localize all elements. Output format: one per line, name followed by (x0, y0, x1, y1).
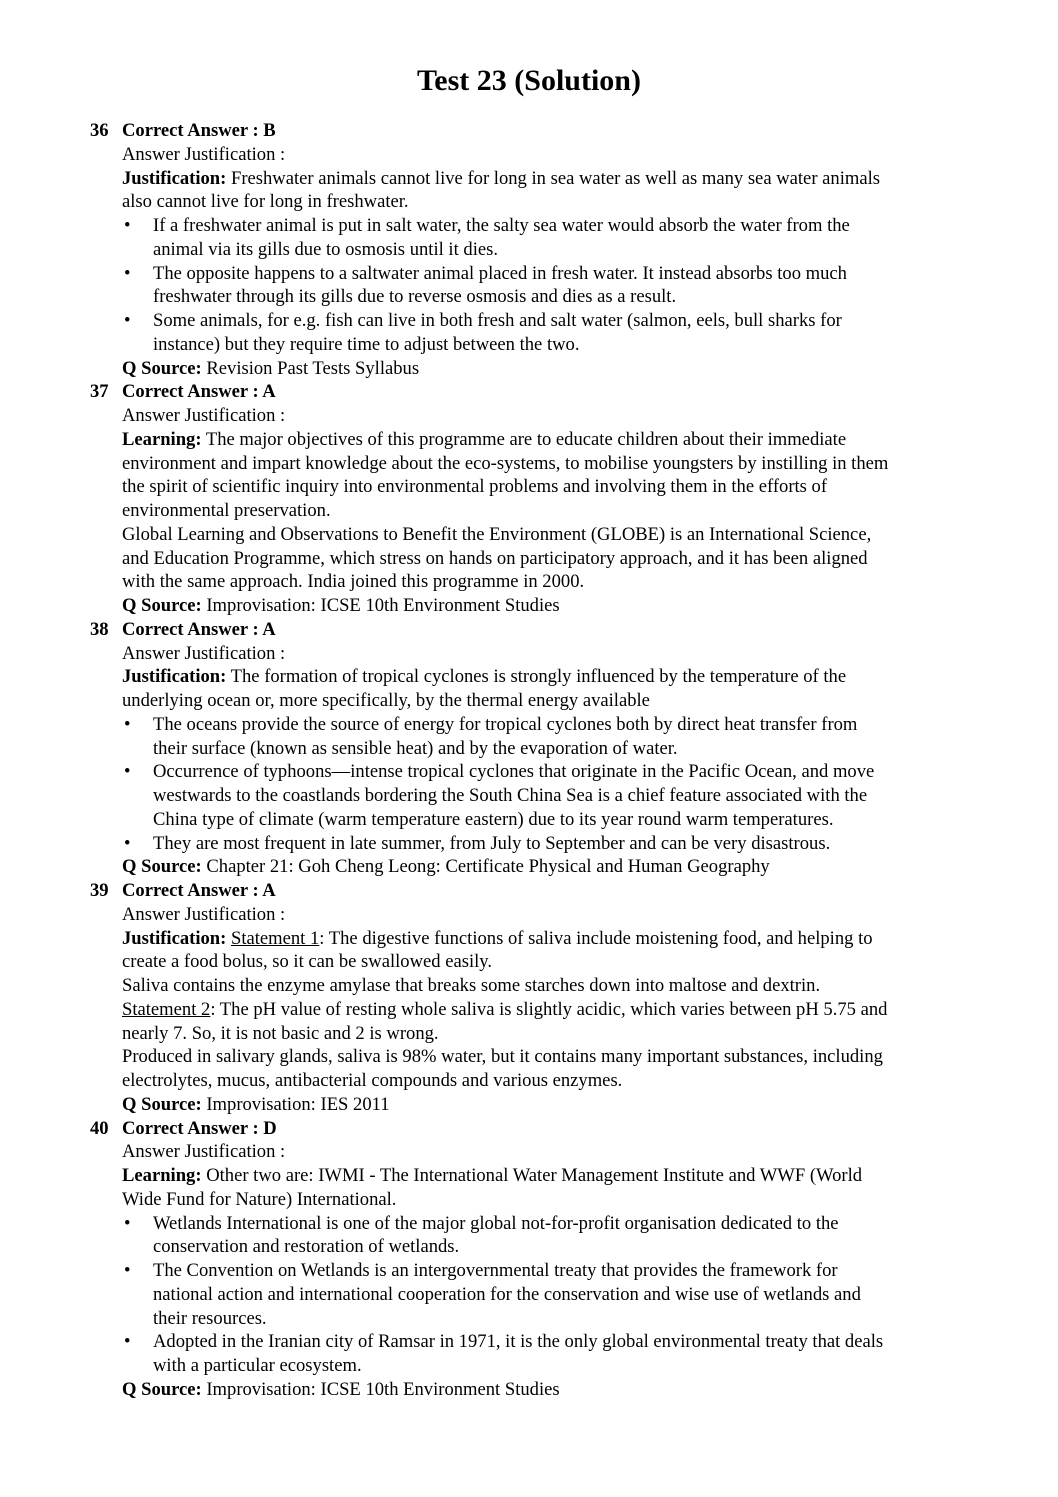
question-38 (90, 618, 990, 879)
paragraph (122, 1164, 990, 1212)
label: Justification: (122, 927, 227, 949)
text: Wetlands International is one of the major global not-for-profit organisation dedicated to the conservation and restoration of wetlands. (153, 1212, 839, 1258)
paragraph (122, 1378, 990, 1402)
paragraph (122, 167, 990, 215)
text: Chapter 21: Goh Cheng Leong: Certificate Physical and Human Geography (201, 856, 770, 878)
text: The Convention on Wetlands is an intergovernmental treaty that provides the framework for national action and international cooperation for the conservation and wise use of wetlands and their resources. (153, 1260, 861, 1329)
text: : The digestive functions of saliva include moistening food, and helping to create a food bolus, so it can be swallowed easily. (122, 927, 873, 973)
bullet-item (122, 1259, 990, 1330)
label: Q Source: (122, 595, 202, 616)
label: Q Source: (122, 856, 202, 878)
text: Other two are: IWMI - The International Water Management Institute and WWF (World Wide Fund for Nature) International. (122, 1165, 863, 1210)
text: If a freshwater animal is put in salt water, the salty sea water would absorb the water from the animal via its gills due to osmosis until it dies. (153, 215, 850, 260)
answer-justification-heading: Answer Justification : (122, 143, 286, 165)
text: Improvisation: ICSE 10th Environment Studies (201, 595, 560, 616)
answer-justification-heading: Answer Justification : (122, 903, 286, 925)
paragraph (122, 665, 990, 713)
text: Some animals, for e.g. fish can live in both fresh and salt water (salmon, eels, bull sharks for instance) but they require time to adjust between the two. (153, 310, 842, 355)
question-number: 40 (90, 1117, 109, 1139)
paragraph (122, 1045, 990, 1093)
text: : The pH value of resting whole saliva is slightly acidic, which varies between pH 5.75 and nearly 7. So, it is not basic and 2 is wrong. (122, 998, 888, 1044)
text: Occurrence of typhoons—intense tropical cyclones that originate in the Pacific Ocean, and move westwards to the coastlands bordering the South China Sea is a chief feature associated with the China type of climate (warm temperature eastern) due to its year round warm temperatures. (153, 761, 875, 830)
text: Produced in salivary glands, saliva is 98% water, but it contains many important substances, including electrolytes, mucus, antibacterial compounds and various enzymes. (122, 1046, 883, 1091)
bullet-icon: • (124, 832, 131, 854)
paragraph (122, 974, 990, 998)
bullet-item (122, 760, 990, 831)
correct-answer: Correct Answer : B (122, 120, 276, 141)
text: They are most frequent in late summer, from July to September and can be very disastrous. (153, 832, 831, 854)
correct-answer: Correct Answer : A (122, 880, 276, 901)
text: Improvisation: ICSE 10th Environment Studies (201, 1378, 560, 1400)
paragraph (122, 998, 990, 1046)
bullet-item (122, 1212, 990, 1260)
text: Saliva contains the enzyme amylase that breaks some starches down into maltose and dextrin. (122, 975, 821, 996)
question-39 (90, 879, 990, 1117)
paragraph (122, 428, 990, 523)
question-number: 38 (90, 618, 109, 640)
text: The opposite happens to a saltwater animal placed in fresh water. It instead absorbs too much freshwater through its gills due to reverse osmosis and dies as a result. (153, 262, 847, 308)
paragraph (122, 594, 990, 618)
correct-answer: Correct Answer : A (122, 381, 276, 403)
solutions-list (90, 119, 990, 1402)
paragraph (122, 855, 990, 879)
question-40 (90, 1117, 990, 1402)
paragraph (122, 523, 990, 594)
bullet-icon: • (124, 1331, 131, 1353)
label: Learning: (122, 428, 202, 450)
text: The major objectives of this programme are to educate children about their immediate environment and impart knowledge about the eco-systems, to mobilise youngsters by instilling in them the spirit of scientific inquiry into environmental problems and involving them in the efforts of environmental preservation. (122, 428, 889, 521)
answer-justification-heading: Answer Justification : (122, 405, 286, 426)
paragraph (122, 1093, 990, 1117)
bullet-icon: • (124, 761, 131, 783)
label: Q Source: (122, 1378, 202, 1400)
question-36 (90, 119, 990, 380)
bullet-icon: • (124, 1260, 131, 1281)
text: Freshwater animals cannot live for long in sea water as well as many sea water animals also cannot live for long in freshwater. (122, 167, 880, 213)
bullet-item (122, 1330, 990, 1378)
bullet-icon: • (124, 713, 131, 735)
bullet-icon: • (124, 262, 131, 284)
text: Improvisation: IES 2011 (201, 1093, 390, 1115)
correct-answer: Correct Answer : A (122, 618, 276, 640)
text: Adopted in the Iranian city of Ramsar in 1971, it is the only global environmental treaty that deals with a particular ecosystem. (153, 1331, 884, 1376)
text: Revision Past Tests Syllabus (201, 357, 420, 379)
paragraph (122, 927, 990, 975)
bullet-icon: • (124, 1212, 131, 1234)
text: The oceans provide the source of energy for tropical cyclones both by direct heat transfer from their surface (known as sensible heat) and by the evaporation of water. (153, 713, 858, 759)
question-number: 37 (90, 381, 109, 403)
text: Global Learning and Observations to Benefit the Environment (GLOBE) is an International Science, and Education Programme, which stress on hands on participatory approach, and it has been aligned with the same approach. India joined this programme in 2000. (122, 523, 872, 593)
page-title: Test 23 (Solution) (417, 64, 641, 97)
bullet-item (122, 832, 990, 856)
label: Justification: (122, 666, 227, 688)
question-number: 39 (90, 880, 109, 901)
label: Q Source: (122, 357, 202, 379)
statement-ref: Statement 1 (230, 927, 320, 949)
bullet-icon: • (124, 215, 131, 236)
bullet-icon: • (124, 310, 131, 331)
question-37 (90, 380, 990, 618)
label: Learning: (122, 1165, 202, 1186)
bullet-item (122, 214, 990, 262)
text: The formation of tropical cyclones is strongly influenced by the temperature of the underlying ocean or, more specifically, by the thermal energy available (122, 666, 847, 711)
statement-ref: Statement 2 (122, 998, 211, 1020)
correct-answer: Correct Answer : D (122, 1117, 277, 1139)
answer-justification-heading: Answer Justification : (122, 642, 286, 664)
paragraph (122, 357, 990, 381)
label: Justification: (122, 167, 227, 189)
bullet-item (122, 713, 990, 761)
answer-justification-heading: Answer Justification : (122, 1141, 286, 1163)
label: Q Source: (122, 1093, 202, 1115)
bullet-item (122, 309, 990, 357)
bullet-item (122, 262, 990, 310)
question-number: 36 (90, 120, 109, 141)
